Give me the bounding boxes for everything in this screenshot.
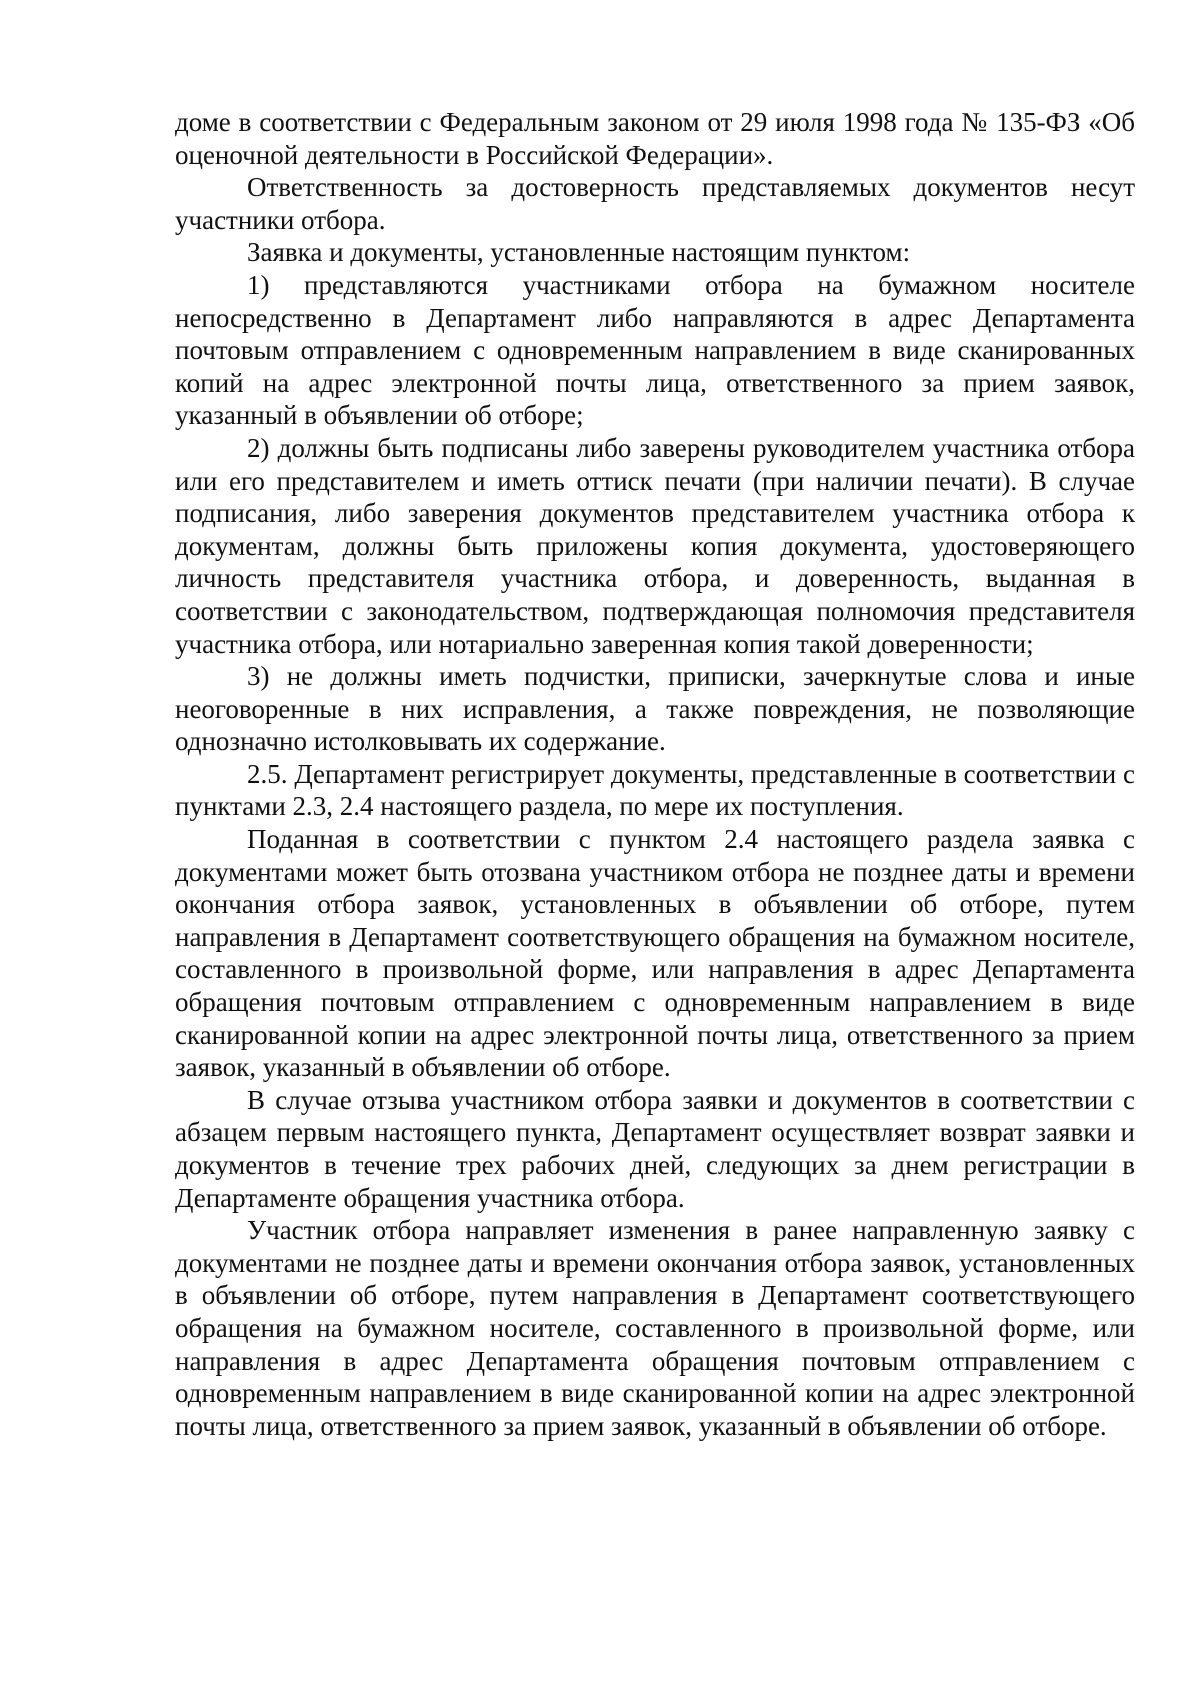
paragraph-continuation: доме в соответствии с Федеральным законом от 29 июля 1998 года № 135-ФЗ «Об оценочной деятельности в Российской Федерации». xyxy=(175,107,1135,170)
document-page xyxy=(175,106,1135,1442)
paragraph-item-3: 3) не должны иметь подчистки, приписки, зачеркнутые слова и иные неоговоренные в них исправления, а также повреждения, не позволяющие однозначно истолковывать их содержание. xyxy=(175,661,1135,757)
paragraph-responsibility: Ответственность за достоверность представляемых документов несут участники отбора. xyxy=(175,172,1135,235)
paragraph-section-2-5: 2.5. Департамент регистрирует документы, представленные в соответствии с пунктами 2.3, 2.4 настоящего раздела, по мере их поступления. xyxy=(175,758,1135,822)
paragraph-changes: Участник отбора направляет изменения в ранее направленную заявку с документами не позднее даты и времени окончания отбора заявок, установленных в объявлении об отборе, путем направления в Департамент соответствующего обращения на бумажном носителе, составленного в произвольной форме, или направления в адрес Департамента обращения почтовым отправлением с одновременным направлением в виде сканированной копии на адрес электронной почты лица, ответственного за прием заявок, указанный в объявлении об отборе. xyxy=(175,1215,1135,1441)
paragraph-item-2: 2) должны быть подписаны либо заверены руководителем участника отбора или его представителем и иметь оттиск печати (при наличии печати). В случае подписания, либо заверения документов представителем участника отбора к документам, должны быть приложены копия документа, удостоверяющего личность представителя участника отбора, и доверенность, выданная в соответствии с законодательством, подтверждающая полномочия представителя участника отбора, или нотариально заверенная копия такой доверенности; xyxy=(175,432,1135,659)
paragraph-withdrawal: Поданная в соответствии с пунктом 2.4 настоящего раздела заявка с документами может быть отозвана участником отбора не позднее даты и времени окончания отбора заявок, установленных в объявлении об отборе, путем направления в Департамент соответствующего обращения на бумажном носителе, составленного в произвольной форме, или направления в адрес Департамента обращения почтовым отправлением с одновременным направлением в виде сканированной копии на адрес электронной почты лица, ответственного за прием заявок, указанный в объявлении об отборе. xyxy=(175,824,1135,1083)
paragraph-return: В случае отзыва участником отбора заявки и документов в соответствии с абзацем первым настоящего пункта, Департамент осуществляет возврат заявки и документов в течение трех рабочих дней, следующих за днем регистрации в Департаменте обращения участника отбора. xyxy=(175,1084,1135,1213)
paragraph-application-intro: Заявка и документы, установленные настоящим пунктом: xyxy=(247,237,911,268)
paragraph-item-1: 1) представляются участниками отбора на бумажном носителе непосредственно в Департамент либо направляются в адрес Департамента почтовым отправлением с одновременным направлением в виде сканированных копий на адрес электронной почты лица, ответственного за прием заявок, указанный в объявлении об отборе; xyxy=(175,269,1135,431)
